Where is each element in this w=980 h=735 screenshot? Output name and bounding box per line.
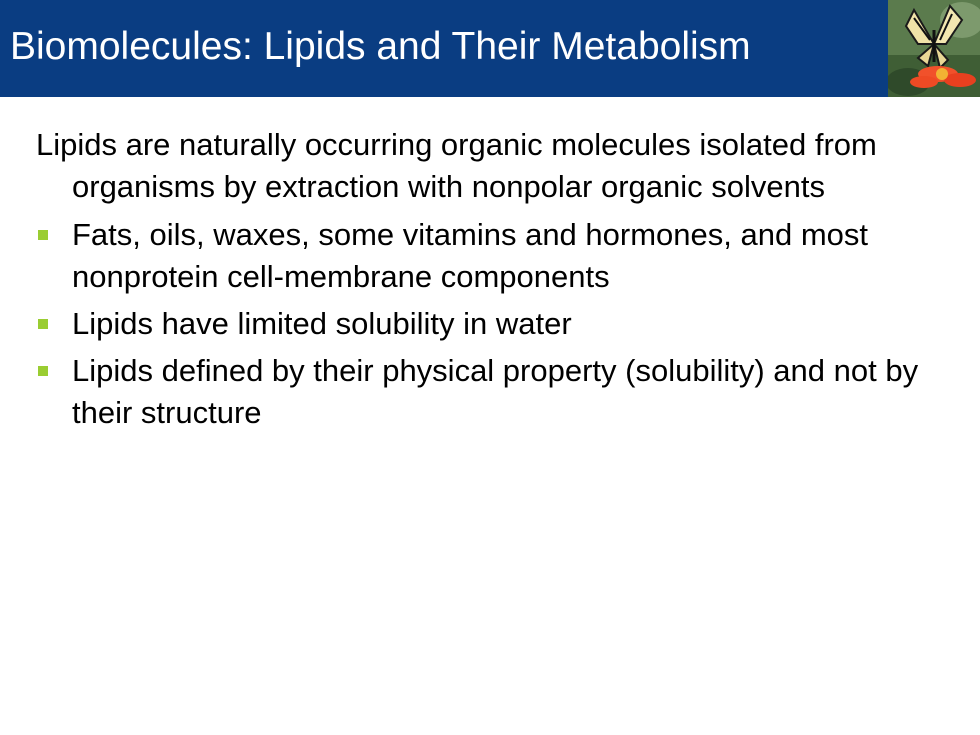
bullet-text: Fats, oils, waxes, some vitamins and hormones, and most nonprotein cell-membrane components [72, 217, 868, 294]
title-bar [0, 0, 980, 97]
slide-title: Biomolecules: Lipids and Their Metabolism [10, 25, 751, 68]
intro-paragraph: Lipids are naturally occurring organic molecules isolated from organisms by extraction with nonpolar organic solvents [36, 127, 877, 204]
square-bullet-icon [38, 319, 48, 329]
square-bullet-icon [38, 230, 48, 240]
bullet-item [36, 214, 946, 298]
bullet-list [36, 214, 946, 434]
bullet-item [36, 350, 946, 434]
butterfly-on-flower-photo-icon [888, 0, 980, 97]
bullet-text: Lipids defined by their physical property (solubility) and not by their structure [72, 353, 919, 430]
square-bullet-icon [38, 366, 48, 376]
slide-body [36, 124, 946, 439]
bullet-text: Lipids have limited solubility in water [72, 306, 572, 341]
bullet-item [36, 303, 946, 345]
